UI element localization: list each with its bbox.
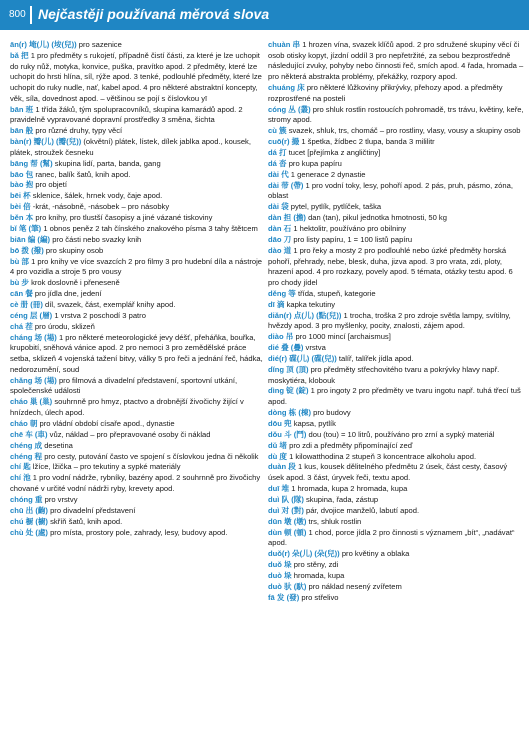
dictionary-entry <box>268 549 524 560</box>
entry-headword: bào 抱 <box>10 180 34 190</box>
entry-definition: pro kupa papíru <box>286 158 342 168</box>
entry-headword: chóng 重 <box>10 494 43 504</box>
entry-headword: bù 部 <box>10 256 29 266</box>
entry-definition: dou (tou) = 10 litrů, používáno pro zrní a sypký materiál <box>306 429 495 439</box>
dictionary-entry <box>268 354 524 365</box>
dictionary-entry <box>268 430 524 441</box>
page-header <box>0 0 529 30</box>
entry-definition: pro zdi a předměty připomínající zeď <box>286 440 413 450</box>
dictionary-entry <box>268 560 524 571</box>
entry-definition: 1 pro ingoty 2 pro předměty ve tvaru ingotu např. tuhá třecí tuš apod. <box>268 386 521 407</box>
entry-headword: dùn 顿 (頓) <box>268 527 307 537</box>
dictionary-entry <box>268 517 524 528</box>
entry-headword: bù 步 <box>10 278 29 288</box>
entry-headword: duàn 段 <box>268 462 296 472</box>
entry-definition: pro vrstvy <box>42 494 78 504</box>
dictionary-entry <box>10 506 263 517</box>
page-number: 800 <box>9 9 26 20</box>
dictionary-entry <box>268 506 524 517</box>
entry-definition: desetina <box>42 440 73 450</box>
entry-headword: bāng 帮 (幫) <box>10 158 53 168</box>
entry-definition: pytel, pytlík, pytlíček, taška <box>288 202 382 212</box>
entry-headword: bēi 杯 <box>10 191 31 201</box>
left-column <box>10 40 263 748</box>
dictionary-entry <box>268 202 524 213</box>
dictionary-entry <box>268 582 524 593</box>
entry-definition: 1 hektolitr, používáno pro obilniny <box>291 224 407 234</box>
dictionary-entry <box>10 430 263 441</box>
entry-headword: bǐ 笔 (筆) <box>10 224 42 234</box>
dictionary-entry <box>10 246 263 257</box>
entry-headword: chǎng 场 (場) <box>10 375 57 385</box>
dictionary-entry <box>268 300 524 311</box>
entry-definition: pro stěny, zdi <box>291 560 339 570</box>
entry-definition: pro shluk rostlin rostoucích pohromadě, trs trávu, květiny, keře, stromy apod. <box>268 104 524 125</box>
entry-definition: pro některé lůžkoviny přikrývky, přehozy apod. a předměty rozprostřené na posteli <box>268 83 503 103</box>
dictionary-entry <box>10 473 263 494</box>
entry-definition: pro budovy <box>311 408 351 418</box>
entry-definition: krok doslovně i přeneseně <box>28 278 120 288</box>
entry-headword: chē 车 (車) <box>10 429 48 439</box>
entry-definition: 1 chod, porce jídla 2 pro činnosti s významem „bít“, „nadávat“ apod. <box>268 527 515 548</box>
entry-definition: kapka tekutiny <box>284 299 336 309</box>
entry-headword: duò 垛 <box>268 571 292 581</box>
dictionary-entry <box>268 246 524 289</box>
entry-definition: pro objetí <box>33 180 67 190</box>
entry-headword: chí 池 <box>10 473 31 483</box>
dictionary-entry <box>268 235 524 246</box>
entry-definition: pár, dvojice manželů, labutí apod. <box>303 505 420 515</box>
entry-definition: 1 špetka, žídbec 2 tlupa, banda 3 mililitr <box>299 137 435 147</box>
dictionary-entry <box>268 419 524 430</box>
dictionary-entry <box>10 278 263 289</box>
dictionary-entry <box>10 376 263 397</box>
entry-definition: talíř, talířek jídla apod. <box>336 353 414 363</box>
entry-headword: dù 度 <box>268 451 287 461</box>
entry-headword: bǎ 把 <box>10 50 29 60</box>
entry-headword: cuō(r) 撮 <box>268 137 300 147</box>
dictionary-entry <box>268 105 524 126</box>
dictionary-entry <box>10 105 263 126</box>
entry-headword: chuàn 串 <box>268 40 301 49</box>
entry-headword: cù 簇 <box>268 126 287 136</box>
entry-headword: chú 橱 (櫥) <box>10 516 48 526</box>
dictionary-entry <box>268 386 524 407</box>
entry-headword: cháo 朝 <box>10 418 38 428</box>
entry-definition: 1 vrstva 2 poschodí 3 patro <box>52 310 146 320</box>
entry-definition: tucet [přejímka z angličtiny] <box>286 147 381 157</box>
dictionary-entry <box>268 289 524 300</box>
entry-definition: skupina, řada, zástup <box>303 494 379 504</box>
dictionary-entry <box>10 419 263 430</box>
dictionary-entry <box>10 40 263 51</box>
entry-definition: vrstva <box>303 343 326 353</box>
dictionary-entry <box>10 170 263 181</box>
entry-headword: dài 代 <box>268 169 289 179</box>
entry-headword: bō 拨 (撥) <box>10 245 44 255</box>
entry-definition: 1 pro knihy ve více svazcích 2 pro filmy 3 pro hudební díla a nástroje 4 pro vozidla a stroje 5 pro vousy <box>10 256 262 277</box>
entry-headword: dìng 锭 (錠) <box>268 386 309 396</box>
entry-headword: cháng 场 (場) <box>10 332 57 342</box>
page-title: Nejčastěji používaná měrová slova <box>38 6 270 22</box>
right-column <box>268 40 524 748</box>
entry-definition: 1 kus, kousek dělitelného předmětu 2 úsek, část cesty, časový úsek apod. 3 část, úryvek řeči, textu apod. <box>268 462 508 483</box>
entry-headword: cè 册 (冊) <box>10 300 43 310</box>
entry-headword: dàn 石 <box>268 224 292 234</box>
dictionary-entry <box>10 528 263 539</box>
entry-definition: pro skupiny osob <box>43 245 104 255</box>
entry-headword: duì 队 (隊) <box>268 494 304 504</box>
entry-definition: pro jídla dne, jedení <box>32 289 102 299</box>
entry-headword: dǔ 堵 <box>268 440 287 450</box>
entry-definition: hromada, kupa <box>291 571 345 581</box>
dictionary-entry <box>268 213 524 224</box>
dictionary-entry <box>10 397 263 418</box>
dictionary-entry <box>10 202 263 213</box>
entry-headword: děng 等 <box>268 288 296 298</box>
entry-definition: pro divadelní představení <box>47 505 136 515</box>
dictionary-entry <box>10 452 263 463</box>
entry-definition: pro sazenice <box>76 40 122 49</box>
dictionary-entry <box>268 137 524 148</box>
entry-headword: běn 本 <box>10 213 34 223</box>
entry-headword: biān 编 (編) <box>10 234 51 244</box>
entry-headword: dào 道 <box>268 245 292 255</box>
dictionary-entry <box>10 300 263 311</box>
dictionary-entry <box>10 126 263 137</box>
dictionary-entry <box>10 322 263 333</box>
dictionary-entry <box>268 462 524 483</box>
entry-headword: chá 茬 <box>10 321 33 331</box>
dictionary-entry <box>10 213 263 224</box>
entry-definition: 1 třída žáků, tým spolupracovníků, skupina kamarádů apod. 2 pravidelně vypravované dopravní prostředky 3 směna, šichta <box>10 104 243 125</box>
entry-definition: pro části nebo svazky knih <box>50 234 142 244</box>
entry-headword: dūn 墩 (墩) <box>268 516 307 526</box>
entry-headword: dié(r) 碟(儿) (碟(兒)) <box>268 353 337 363</box>
entry-definition: 1 generace 2 dynastie <box>288 169 366 179</box>
entry-headword: chéng 成 <box>10 440 43 450</box>
dictionary-entry <box>10 191 263 202</box>
entry-definition: 1 hrozen vína, svazek klíčů apod. 2 pro sdružené skupiny věcí či osob otisky kopyt, jízdní oddíl 3 pro nepřetržité, za sebou bezprostředně následující zvuky, pohyby nebo činnosti řeč, smích apod. 4 řada, hromada – pro některá abstrakta problémy, překážky, rozpory apod. <box>268 40 524 82</box>
dictionary-entry <box>10 462 263 473</box>
entry-headword: céng 层 (層) <box>10 310 53 320</box>
entry-headword: dàn 担 (擔) <box>268 213 306 223</box>
dictionary-entry <box>268 408 524 419</box>
entry-definition: pro náklad nesený zvířetem <box>306 581 402 591</box>
entry-definition: 1 pro některé meteorologické jevy déšť, přeháňka, bouřka, krupobití, sněhová vánice apod. 2 pro nemoci 3 pro zemědělské práce setba, sklizeň 4 vojenská tažení bitvy, války 5 pro řeči a jednání řeč, hádka, nedorozumění, soud <box>10 332 263 374</box>
entry-definition: třída, stupeň, kategorie <box>295 288 376 298</box>
entry-definition: vůz, náklad – pro přepravované osoby či náklad <box>47 429 211 439</box>
entry-headword: dá 沓 <box>268 158 287 168</box>
entry-definition: 1 pro řeky a mosty 2 pro podlouhlé nebo úzké předměty horská pohoří, přehrady, nebe, blesk, duha, jizva apod. 3 pro vrata, zdi, ploty, hrazení apod. 4 pro rozkazy, povely apod. 5 témata, otázky testu apod. 6 pro chody jídel <box>268 245 513 287</box>
dictionary-entry <box>268 148 524 159</box>
entry-headword: bān 般 <box>10 126 34 136</box>
dictionary-entry <box>10 224 263 235</box>
entry-headword: bèi 倍 <box>10 202 31 212</box>
dictionary-entry <box>10 333 263 376</box>
entry-definition: dan (tan), pikul jednotka hmotnosti, 50 kg <box>305 213 447 223</box>
entry-headword: chéng 程 <box>10 451 43 461</box>
entry-definition: sklenice, šálek, hrnek vody, čaje apod. <box>30 191 163 201</box>
entry-definition: 1 obnos peněz 2 tah čínského znakového písma 3 tahy štětcem <box>41 224 258 234</box>
entry-headword: dié 叠 (疊) <box>268 343 304 353</box>
dictionary-entry <box>268 311 524 332</box>
entry-definition: lžíce, lžička – pro tekutiny a sypké materiály <box>30 462 181 472</box>
entry-definition: (okvětní) plátek, lístek, dílek jablka apod., kousek, plátek, stroužek česneku <box>10 137 251 157</box>
dictionary-entry <box>268 126 524 137</box>
entry-headword: fā 发 (發) <box>268 592 300 602</box>
entry-definition: pro knihy, pro tlustší časopisy a jiné vázané tiskoviny <box>33 213 213 223</box>
entry-definition: 1 trocha, troška 2 pro zdroje světla lampy, svítilny, hvězdy apod. 3 pro myšlenky, pocity, znalosti, zájem apod. <box>268 310 511 331</box>
dictionary-entry <box>268 224 524 235</box>
dictionary-entry <box>268 484 524 495</box>
dictionary-entry <box>268 170 524 181</box>
dictionary-entry <box>10 289 263 300</box>
entry-headword: dǒu 斗 (鬥) <box>268 429 307 439</box>
entry-definition: pro 1000 mincí [archaismus] <box>293 332 391 342</box>
entry-headword: ān(r) 埯(儿) (垵(兒)) <box>10 40 77 49</box>
entry-definition: trs, shluk rostlin <box>306 516 362 526</box>
dictionary-entry <box>268 365 524 386</box>
entry-headword: chù 处 (處) <box>10 527 48 537</box>
entry-headword: dǐng 顶 (頂) <box>268 364 309 374</box>
dictionary-entry <box>10 441 263 452</box>
dictionary-entry <box>268 83 524 104</box>
entry-definition: ranec, balík šatů, knih apod. <box>33 169 131 179</box>
entry-definition: pro vládní období císaře apod., dynastie <box>37 418 175 428</box>
header-divider <box>30 6 32 24</box>
dictionary-entry <box>268 40 524 83</box>
dictionary-entry <box>268 593 524 604</box>
entry-definition: 1 kilowatthodina 2 stupeň 3 koncentrace alkoholu apod. <box>286 451 477 461</box>
entry-headword: chí 匙 <box>10 462 31 472</box>
entry-headword: dòng 栋 (棟) <box>268 408 312 418</box>
dictionary-entry <box>268 528 524 549</box>
entry-definition: 1 pro předměty s rukojetí, případně čistí části, za které je lze uchopit do ruky nůž, motyka, konvice, puška, pravítko apod. 2 předměty, které lze uchopit do hrsti hlína, síl, rýže apod. 3 tenké, podlouhlé předměty, které lze uchopit do ruky nudle, nať, kabel apod. 4 pro některé abstraktní koncepty, věk, síla, dovednost apod. – většinou se pojí s číslovkou yī <box>10 50 262 103</box>
dictionary-entry <box>10 495 263 506</box>
dictionary-entry <box>10 311 263 322</box>
entry-headword: duī 堆 <box>268 484 290 494</box>
entry-headword: duò 驮 (馱) <box>268 581 307 591</box>
entry-headword: chuáng 床 <box>268 83 305 92</box>
entry-definition: díl, svazek, část, exemplář knihy apod. <box>42 300 176 310</box>
entry-definition: pro místa, prostory pole, zahrady, lesy, budovy apod. <box>47 527 228 537</box>
dictionary-entry <box>268 571 524 582</box>
entry-headword: chū 出 (齣) <box>10 505 48 515</box>
dictionary-entry <box>268 495 524 506</box>
dictionary-entry <box>268 452 524 463</box>
entry-definition: skříň šatů, knih apod. <box>47 516 123 526</box>
entry-definition: pro filmová a divadelní představení, sportovní utkání, společenské události <box>10 375 238 396</box>
dictionary-entry <box>268 181 524 202</box>
dictionary-entry <box>10 257 263 278</box>
entry-headword: cháo 巢 (巢) <box>10 397 53 407</box>
entry-headword: dá 打 <box>268 147 287 157</box>
entry-definition: 1 hromada, kupa 2 hromada, kupa <box>289 484 408 494</box>
entry-headword: bān 班 <box>10 104 34 114</box>
dictionary-entry <box>268 343 524 354</box>
entry-headword: dài 袋 <box>268 202 289 212</box>
dictionary-entry <box>268 159 524 170</box>
entry-headword: duì 对 (對) <box>268 505 304 515</box>
entry-headword: diào 吊 <box>268 332 294 342</box>
dictionary-entry <box>10 137 263 158</box>
dictionary-entry <box>268 332 524 343</box>
entry-definition: 1 pro vodní nádrže, rybníky, bazény apod. 2 souhrnně pro živočichy chované v určité vodní nádrži ryby, krevety apod. <box>10 473 261 494</box>
entry-headword: dài 带 (帶) <box>268 180 304 190</box>
dictionary-entry <box>10 51 263 105</box>
entry-headword: duǒ(r) 朵(儿) (朵(兒)) <box>268 549 340 559</box>
entry-definition: pro střelivo <box>299 592 339 602</box>
entry-headword: cān 餐 <box>10 289 33 299</box>
entry-definition: souhrnně pro hmyz, ptactvo a drobnější živočichy žijící v hnízdech, úlech apod. <box>10 397 244 418</box>
entry-headword: dōu 兜 <box>268 418 292 428</box>
entry-headword: dī 滴 <box>268 299 285 309</box>
entry-definition: pro listy papíru, 1 = 100 listů papíru <box>291 234 413 244</box>
entry-definition: pro předměty střechovitého tvaru a pokrývky hlavy např. moskytiéra, klobouk <box>268 364 500 385</box>
entry-definition: kapsa, pytlík <box>291 418 336 428</box>
entry-definition: skupina lidí, parta, banda, gang <box>52 158 161 168</box>
entry-definition: pro květiny a oblaka <box>339 549 410 559</box>
entry-headword: dāo 刀 <box>268 234 292 244</box>
dictionary-entry <box>10 235 263 246</box>
dictionary-entry <box>10 180 263 191</box>
dictionary-entry <box>10 517 263 528</box>
entry-headword: diǎn(r) 点(儿) (點(兒)) <box>268 310 342 320</box>
dictionary-entry <box>10 159 263 170</box>
entry-definition: -krát, -násobně, -násobek – pro násobky <box>30 202 170 212</box>
entry-definition: pro úrodu, sklizeň <box>32 321 95 331</box>
entry-definition: pro různé druhy, typy věcí <box>33 126 123 136</box>
dictionary-entry <box>268 441 524 452</box>
entry-headword: bāo 包 <box>10 169 34 179</box>
entry-definition: pro cesty, putování často ve spojení s číslovkou jedna či několik <box>42 451 259 461</box>
entry-headword: cóng 丛 (叢) <box>268 104 311 114</box>
entry-definition: svazek, shluk, trs, chomáč – pro rostliny, vlasy, vousy a skupiny osob <box>286 126 521 136</box>
entry-headword: bàn(r) 瓣(儿) (瓣(兒)) <box>10 137 82 147</box>
entry-headword: duǒ 垛 <box>268 560 292 570</box>
entry-definition: 1 pro vodní toky, lesy, pohoří apod. 2 pás, pruh, pásmo, zóna, oblast <box>268 180 513 201</box>
